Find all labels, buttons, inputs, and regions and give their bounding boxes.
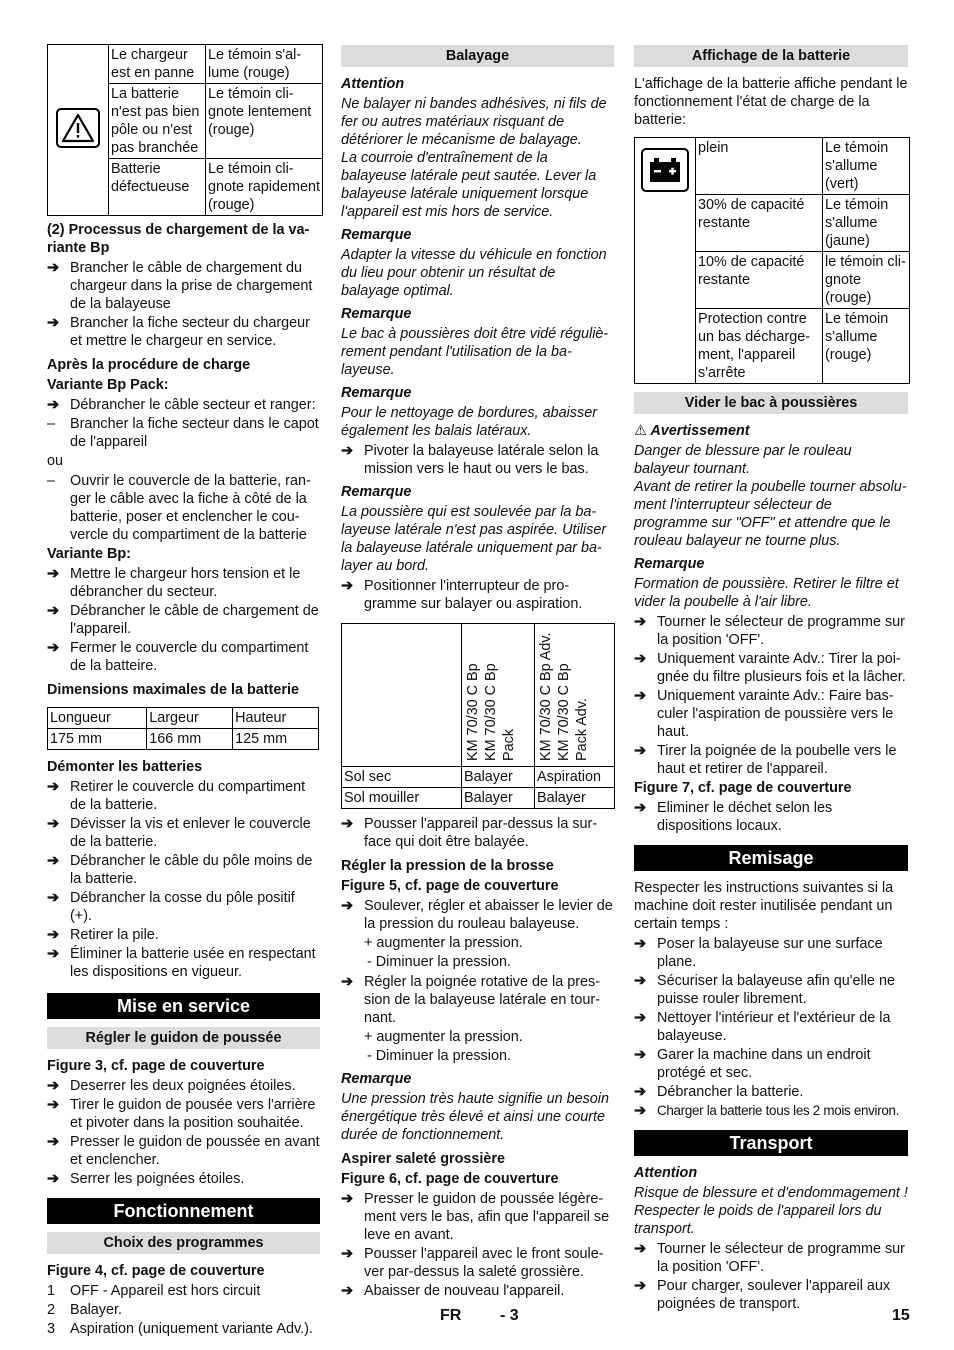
warning-triangle-icon: ⚠ <box>634 423 647 439</box>
fault-indicator: Le témoin s'allume (rouge) <box>206 45 323 84</box>
fault-indicator: Le témoin clignote rapidement (rouge) <box>206 159 323 216</box>
program-col-header: KM 70/30 C Bp KM 70/30 C Bp Pack <box>462 624 535 767</box>
program-col-header: KM 70/30 C Bp Adv. KM 70/30 C Bp Pack Adv. <box>535 624 615 767</box>
remark-text: Une pression très haute signifie un besoin énergétique très élevé et ainsi une courte durée de fonctionnement. <box>341 1091 609 1143</box>
step-item: ➔ Tourner le sélecteur de programme sur la position 'OFF'. <box>634 1241 905 1275</box>
attention-label: Attention <box>634 1165 698 1181</box>
step-item: ➔ Positionner l'interrupteur de programme sur balayer ou aspiration. <box>341 578 583 612</box>
arrow-icon: ➔ <box>47 397 60 413</box>
warning-icon <box>56 108 100 148</box>
program-item: 1 OFF - Appareil est hors circuit <box>47 1283 261 1299</box>
arrow-icon: ➔ <box>634 1278 647 1294</box>
attention-label: Attention <box>341 76 405 92</box>
step-item: ➔ Tourner le sélecteur de programme sur la position 'OFF'. <box>634 614 905 648</box>
arrow-icon: ➔ <box>47 853 60 869</box>
program-table <box>341 623 615 809</box>
arrow-icon: ➔ <box>47 1078 60 1094</box>
step-item: ➔ Brancher la fiche secteur du chargeur et mettre le chargeur en service. <box>47 315 310 349</box>
remark-label: Remarque <box>341 306 412 322</box>
attention-text: Ne balayer ni bandes adhésives, ni fils de fer ou autres matériaux risquant de détériorer le mécanisme de balayage. La courroie d'entraînement de la balayeuse latérale peut sautée. Lever la balayeuse latérale uniquement lorsque l'appareil est mis hors de service. <box>341 96 607 220</box>
section-remisage: Remisage <box>634 845 908 871</box>
battery-state: plein <box>696 138 823 195</box>
step-item: ➔ Soulever, régler et abaisser le levier de la pression du rouleau balayeuse. <box>341 898 613 932</box>
dash-icon: – <box>47 416 56 432</box>
step-item: ➔ Poser la balayeuse sur une surface plane. <box>634 936 883 970</box>
step-item: ➔ Presser le guidon de poussée légèrement vers le bas, afin que l'appareil se leve en avant. <box>341 1191 610 1243</box>
step-item: ➔ Débrancher le câble secteur et ranger: <box>47 397 316 413</box>
dim-value: 175 mm <box>48 729 147 750</box>
battery-status-table <box>634 137 910 384</box>
step-item: ➔ Pivoter la balayeuse latérale selon la mission vers le haut ou vers le bas. <box>341 443 599 477</box>
heading-remove-batteries: Démonter les batteries <box>47 759 203 775</box>
column-3 <box>634 44 908 1314</box>
battery-indicator: Le témoin s'allume (vert) <box>823 138 910 195</box>
arrow-icon: ➔ <box>47 260 60 276</box>
arrow-icon: ➔ <box>47 1097 60 1113</box>
step-item: ➔ Presser le guidon de poussée en avant et enclencher. <box>47 1134 320 1168</box>
battery-state: 30% de capacité restante <box>696 195 823 252</box>
heading-coarse-dirt: Aspirer saleté grossière <box>341 1151 505 1167</box>
battery-indicator: Le témoin s'allume (rouge) <box>823 309 910 384</box>
remark-label: Remarque <box>341 1071 412 1087</box>
figure-ref: Figure 4, cf. page de couverture <box>47 1263 265 1279</box>
step-item: ➔ Retirer le couvercle du compartiment de la batterie. <box>47 779 306 813</box>
footer-page-number: 15 <box>892 1307 910 1324</box>
attention-text: Risque de blessure et d'endommagement ! Respecter le poids de l'appareil lors du transport. <box>634 1185 908 1237</box>
remark-label: Remarque <box>634 556 705 572</box>
remark-text: Adapter la vitesse du véhicule en fonction du lieu pour obtenir un résultat de balayage optimal. <box>341 247 607 299</box>
remark-text: La poussière qui est soulevée par la balayeuse latérale n'est pas aspirée. Utiliser la balayeuse latérale uniquement par balayer au bord. <box>341 504 607 574</box>
figure-ref: Figure 3, cf. page de couverture <box>47 1058 265 1074</box>
fault-cause: La batterie n'est pas bien pôle ou n'est pas branchée <box>109 84 206 159</box>
step-item: ➔ Nettoyer l'intérieur et l'extérieur de la balayeuse. <box>634 1010 891 1044</box>
program-cell: Balayer <box>462 788 535 809</box>
subsection-guidon: Régler le guidon de poussée <box>47 1027 320 1049</box>
arrow-icon: ➔ <box>47 603 60 619</box>
or-text: ou <box>47 453 64 469</box>
step-item: ➔ Sécuriser la balayeuse afin qu'elle ne puisse rouler librement. <box>634 973 895 1007</box>
arrow-icon: ➔ <box>634 1084 647 1100</box>
step-item: ➔ Brancher le câble de chargement du chargeur dans la prise de chargement de la balayeuse <box>47 260 313 312</box>
arrow-icon: ➔ <box>341 898 354 914</box>
arrow-icon: ➔ <box>634 1047 647 1063</box>
program-table-corner <box>342 624 462 767</box>
increase-text: + augmenter la pression. <box>364 935 523 951</box>
program-cell: Aspiration <box>535 767 615 788</box>
column-2 <box>341 44 614 1301</box>
arrow-icon: ➔ <box>634 1241 647 1257</box>
battery-icon <box>641 148 689 192</box>
fault-indicator: Le témoin clignote lentement (rouge) <box>206 84 323 159</box>
program-item: 3 Aspiration (uniquement variante Adv.). <box>47 1321 313 1337</box>
step-item: ➔ Garer la machine dans un endroit protégé et sec. <box>634 1047 871 1081</box>
dash-item: – Ouvrir le couvercle de la batterie, ranger le câble avec la fiche à côté de la batterie, poser et enclencher le couvercle du compartiment de la batterie <box>47 473 311 543</box>
arrow-icon: ➔ <box>341 816 354 832</box>
arrow-icon: ➔ <box>341 974 354 990</box>
heading-after-charge: Après la procédure de charge <box>47 357 251 373</box>
dim-header: Largeur <box>147 708 233 729</box>
battery-state: Protection contre un bas déchargement, l'appareil s'arrête <box>696 309 823 384</box>
arrow-icon: ➔ <box>634 1010 647 1026</box>
program-row-label: Sol sec <box>342 767 462 788</box>
arrow-icon: ➔ <box>634 936 647 952</box>
step-item: ➔ Dévisser la vis et enlever le couvercle de la batterie. <box>47 816 311 850</box>
step-item: ➔ Eliminer le déchet selon les dispositions locaux. <box>634 800 833 834</box>
step-item: ➔ Fermer le couvercle du compartiment de la batteire. <box>47 640 309 674</box>
heading-charge-bp: (2) Processus de chargement de la variante Bp <box>47 222 310 256</box>
arrow-icon: ➔ <box>47 640 60 656</box>
battery-indicator: Le témoin s'allume (jaune) <box>823 195 910 252</box>
arrow-icon: ➔ <box>47 890 60 906</box>
figure-ref: Figure 5, cf. page de couverture <box>341 878 559 894</box>
arrow-icon: ➔ <box>634 614 647 630</box>
heading-dimensions: Dimensions maximales de la batterie <box>47 682 299 698</box>
step-item: ➔ Éliminer la batterie usée en respectant les dispositions en vigueur. <box>47 946 316 980</box>
step-item: ➔ Tirer le guidon de pousée vers l'arrière et pivoter dans la position souhaitée. <box>47 1097 316 1131</box>
arrow-icon: ➔ <box>47 1171 60 1187</box>
step-item: ➔ Pousser l'appareil avec le front soulever par-dessus la saleté grossière. <box>341 1246 604 1280</box>
warning-text: Danger de blessure par le rouleau balayeur tournant. Avant de retirer la poubelle tourner absolument l'interrupteur sélecteur de programme sur "OFF" et attendre que le rouleau balayeur ne tourne plus. <box>634 443 907 549</box>
arrow-icon: ➔ <box>634 800 647 816</box>
increase-text: + augmenter la pression. <box>364 1029 523 1045</box>
step-item: ➔ Deserrer les deux poignées étoiles. <box>47 1078 296 1094</box>
step-item: ➔ Uniquement varainte Adv.: Faire basculer l'aspiration de poussière vers le haut. <box>634 688 894 740</box>
step-item: ➔ Retirer la pile. <box>47 927 159 943</box>
dim-value: 125 mm <box>233 729 319 750</box>
warning-cell <box>48 45 109 216</box>
heading-pressure: Régler la pression de la brosse <box>341 858 554 874</box>
figure-ref: Figure 6, cf. page de couverture <box>341 1171 559 1187</box>
arrow-icon: ➔ <box>47 566 60 582</box>
remark-label: Remarque <box>341 227 412 243</box>
program-cell: Balayer <box>535 788 615 809</box>
step-item: ➔ Uniquement varainte Adv.: Tirer la poignée du filtre plusieurs fois et la lâcher. <box>634 651 906 685</box>
section-transport: Transport <box>634 1130 908 1156</box>
step-item: ➔ Débrancher le câble du pôle moins de la batterie. <box>47 853 313 887</box>
footer-local-page: - 3 <box>500 1307 519 1324</box>
step-item: ➔ Débrancher la cosse du pôle positif (+). <box>47 890 295 924</box>
step-item: ➔ Charger la batterie tous les 2 mois environ. <box>634 1103 900 1119</box>
arrow-icon: ➔ <box>47 927 60 943</box>
program-cell: Balayer <box>462 767 535 788</box>
step-item: ➔ Mettre le chargeur hors tension et le débrancher du secteur. <box>47 566 301 600</box>
remisage-intro: Respecter les instructions suivantes si la machine doit rester inutilisée pendant un certain temps : <box>634 880 894 932</box>
step-item: ➔ Abaisser de nouveau l'appareil. <box>341 1283 565 1299</box>
arrow-icon: ➔ <box>634 651 647 667</box>
subsection-empty-dust-bin: Vider le bac à poussières <box>634 392 908 414</box>
remark-text: Formation de poussière. Retirer le filtre et vider la poubelle à l'air libre. <box>634 576 899 610</box>
dim-value: 166 mm <box>147 729 233 750</box>
fault-cause: Le chargeur est en panne <box>109 45 206 84</box>
subsection-battery-display: Affichage de la batterie <box>634 45 908 67</box>
step-item: ➔ Débrancher la batterie. <box>634 1084 804 1100</box>
arrow-icon: ➔ <box>341 578 354 594</box>
decrease-text: - Diminuer la pression. <box>367 1048 511 1064</box>
arrow-icon: ➔ <box>47 315 60 331</box>
battery-state: 10% de capacité restante <box>696 252 823 309</box>
battery-icon-cell <box>635 138 696 384</box>
arrow-icon: ➔ <box>341 1246 354 1262</box>
dimensions-table <box>47 707 319 750</box>
arrow-icon: ➔ <box>341 443 354 459</box>
step-item: ➔ Régler la poignée rotative de la pression de la balayeuse latérale en tournant. <box>341 974 601 1026</box>
subsection-programmes: Choix des programmes <box>47 1232 320 1254</box>
arrow-icon: ➔ <box>341 1191 354 1207</box>
arrow-icon: ➔ <box>47 946 60 962</box>
battery-indicator: le témoin clignote (rouge) <box>823 252 910 309</box>
program-item: 2 Balayer. <box>47 1302 122 1318</box>
charger-fault-table <box>47 44 323 216</box>
fault-cause: Batterie défectueuse <box>109 159 206 216</box>
step-item: ➔ Tirer la poignée de la poubelle vers le haut et retirer de l'appareil. <box>634 743 897 777</box>
dim-header: Longueur <box>48 708 147 729</box>
remark-text: Le bac à poussières doit être vidé régulièrement pendant l'utilisation de la balayeuse. <box>341 326 609 378</box>
arrow-icon: ➔ <box>47 779 60 795</box>
figure-ref: Figure 7, cf. page de couverture <box>634 780 852 796</box>
dim-header: Hauteur <box>233 708 319 729</box>
step-item: ➔ Serrer les poignées étoiles. <box>47 1171 245 1187</box>
battery-display-intro: L'affichage de la batterie affiche pendant le fonctionnement l'état de charge de la batterie: <box>634 76 908 128</box>
arrow-icon: ➔ <box>341 1283 354 1299</box>
step-item: ➔ Pour charger, soulever l'appareil aux poignées de transport. <box>634 1278 891 1312</box>
step-item: ➔ Débrancher le câble de chargement de l'appareil. <box>47 603 319 637</box>
footer-language: FR <box>440 1307 462 1324</box>
arrow-icon: ➔ <box>47 1134 60 1150</box>
subsection-balayage: Balayage <box>341 45 614 67</box>
program-row-label: Sol mouiller <box>342 788 462 809</box>
step-item: ➔ Pousser l'appareil par-dessus la surface qui doit être balayée. <box>341 816 598 850</box>
remark-label: Remarque <box>341 484 412 500</box>
remark-text: Pour le nettoyage de bordures, abaisser également les balais latéraux. <box>341 405 597 439</box>
heading-bp: Variante Bp: <box>47 546 131 562</box>
arrow-icon: ➔ <box>634 973 647 989</box>
heading-bp-pack: Variante Bp Pack: <box>47 377 169 393</box>
decrease-text: - Diminuer la pression. <box>367 954 511 970</box>
dash-item: – Brancher la fiche secteur dans le capot de l'appareil <box>47 416 319 450</box>
arrow-icon: ➔ <box>634 1103 647 1119</box>
dash-icon: – <box>47 473 56 489</box>
remark-label: Remarque <box>341 385 412 401</box>
arrow-icon: ➔ <box>634 743 647 759</box>
warning-label: ⚠ Avertissement <box>634 423 750 439</box>
arrow-icon: ➔ <box>634 688 647 704</box>
arrow-icon: ➔ <box>47 816 60 832</box>
column-1 <box>47 44 320 1339</box>
section-mise-en-service: Mise en service <box>47 993 320 1019</box>
section-fonctionnement: Fonctionnement <box>47 1198 320 1224</box>
